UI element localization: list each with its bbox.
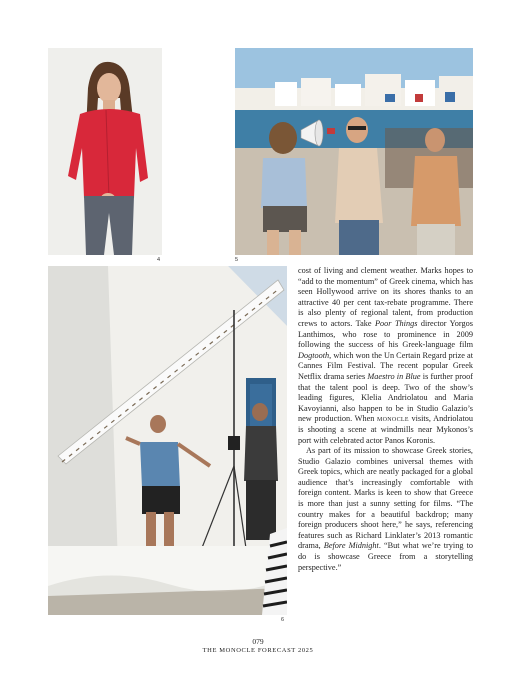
- caption-number: 6: [281, 617, 285, 623]
- caption-number: 4: [157, 257, 161, 263]
- film-title: Maestro in Blue: [367, 371, 421, 381]
- article-body: [298, 266, 473, 573]
- windmill-photo: [48, 266, 287, 615]
- harbour-photo: [235, 48, 473, 255]
- film-title: Before Midnight: [323, 541, 379, 551]
- film-title: Poor Things: [375, 318, 418, 328]
- film-title: Dogtooth: [298, 350, 330, 360]
- running-title: THE MONOCLE FORECAST 2025: [202, 647, 314, 654]
- caption-number: 5: [235, 257, 239, 263]
- article-paragraph: As part of its mission to showcase Greek stories, Studio Galazio combines universal themes with Greek topics, which are neatly packaged for a global audience that’s increasingly comfortable with foreign content. Marks is keen to show that Greece is more than just a sunny setting for films. “The country makes for a beautiful backdrop; many foreign producers shoot here,” he says, referencing features such as Richard Linklater’s 2013 romantic drama, Before Midnight. “But what we’re trying to do is showcase Greece from a storytelling perspective.”: [298, 446, 473, 572]
- brand-name: monocle: [377, 414, 409, 424]
- portrait-photo: [48, 48, 162, 255]
- page-number: 079: [252, 637, 264, 646]
- article-paragraph: cost of living and clement weather. Marks hopes to “add to the momentum” of Greek cinema, which has seen Hollywood arrive on its shores thanks to an attractive 40 per cent tax-rebate programme. There is also plenty of regional talent, from production crews to actors. Take Poor Things director Yorgos Lanthimos, who rose to prominence in 2009 following the success of his Greek-language film Dogtooth, which won the Un Certain Regard prize at Cannes Film Festival. The recent popular Greek Netflix drama series Maestro in Blue is further proof that the talent pool is deep. Two of the show’s leading figures, Klelia Andriolatou and Maria Kavoyianni, also happen to be in Studio Galazio’s new production. When monocle visits, Andriolatou is shooting a scene at windmills near Mykonos’s port with celebrated actor Panos Koronis.: [298, 266, 474, 445]
